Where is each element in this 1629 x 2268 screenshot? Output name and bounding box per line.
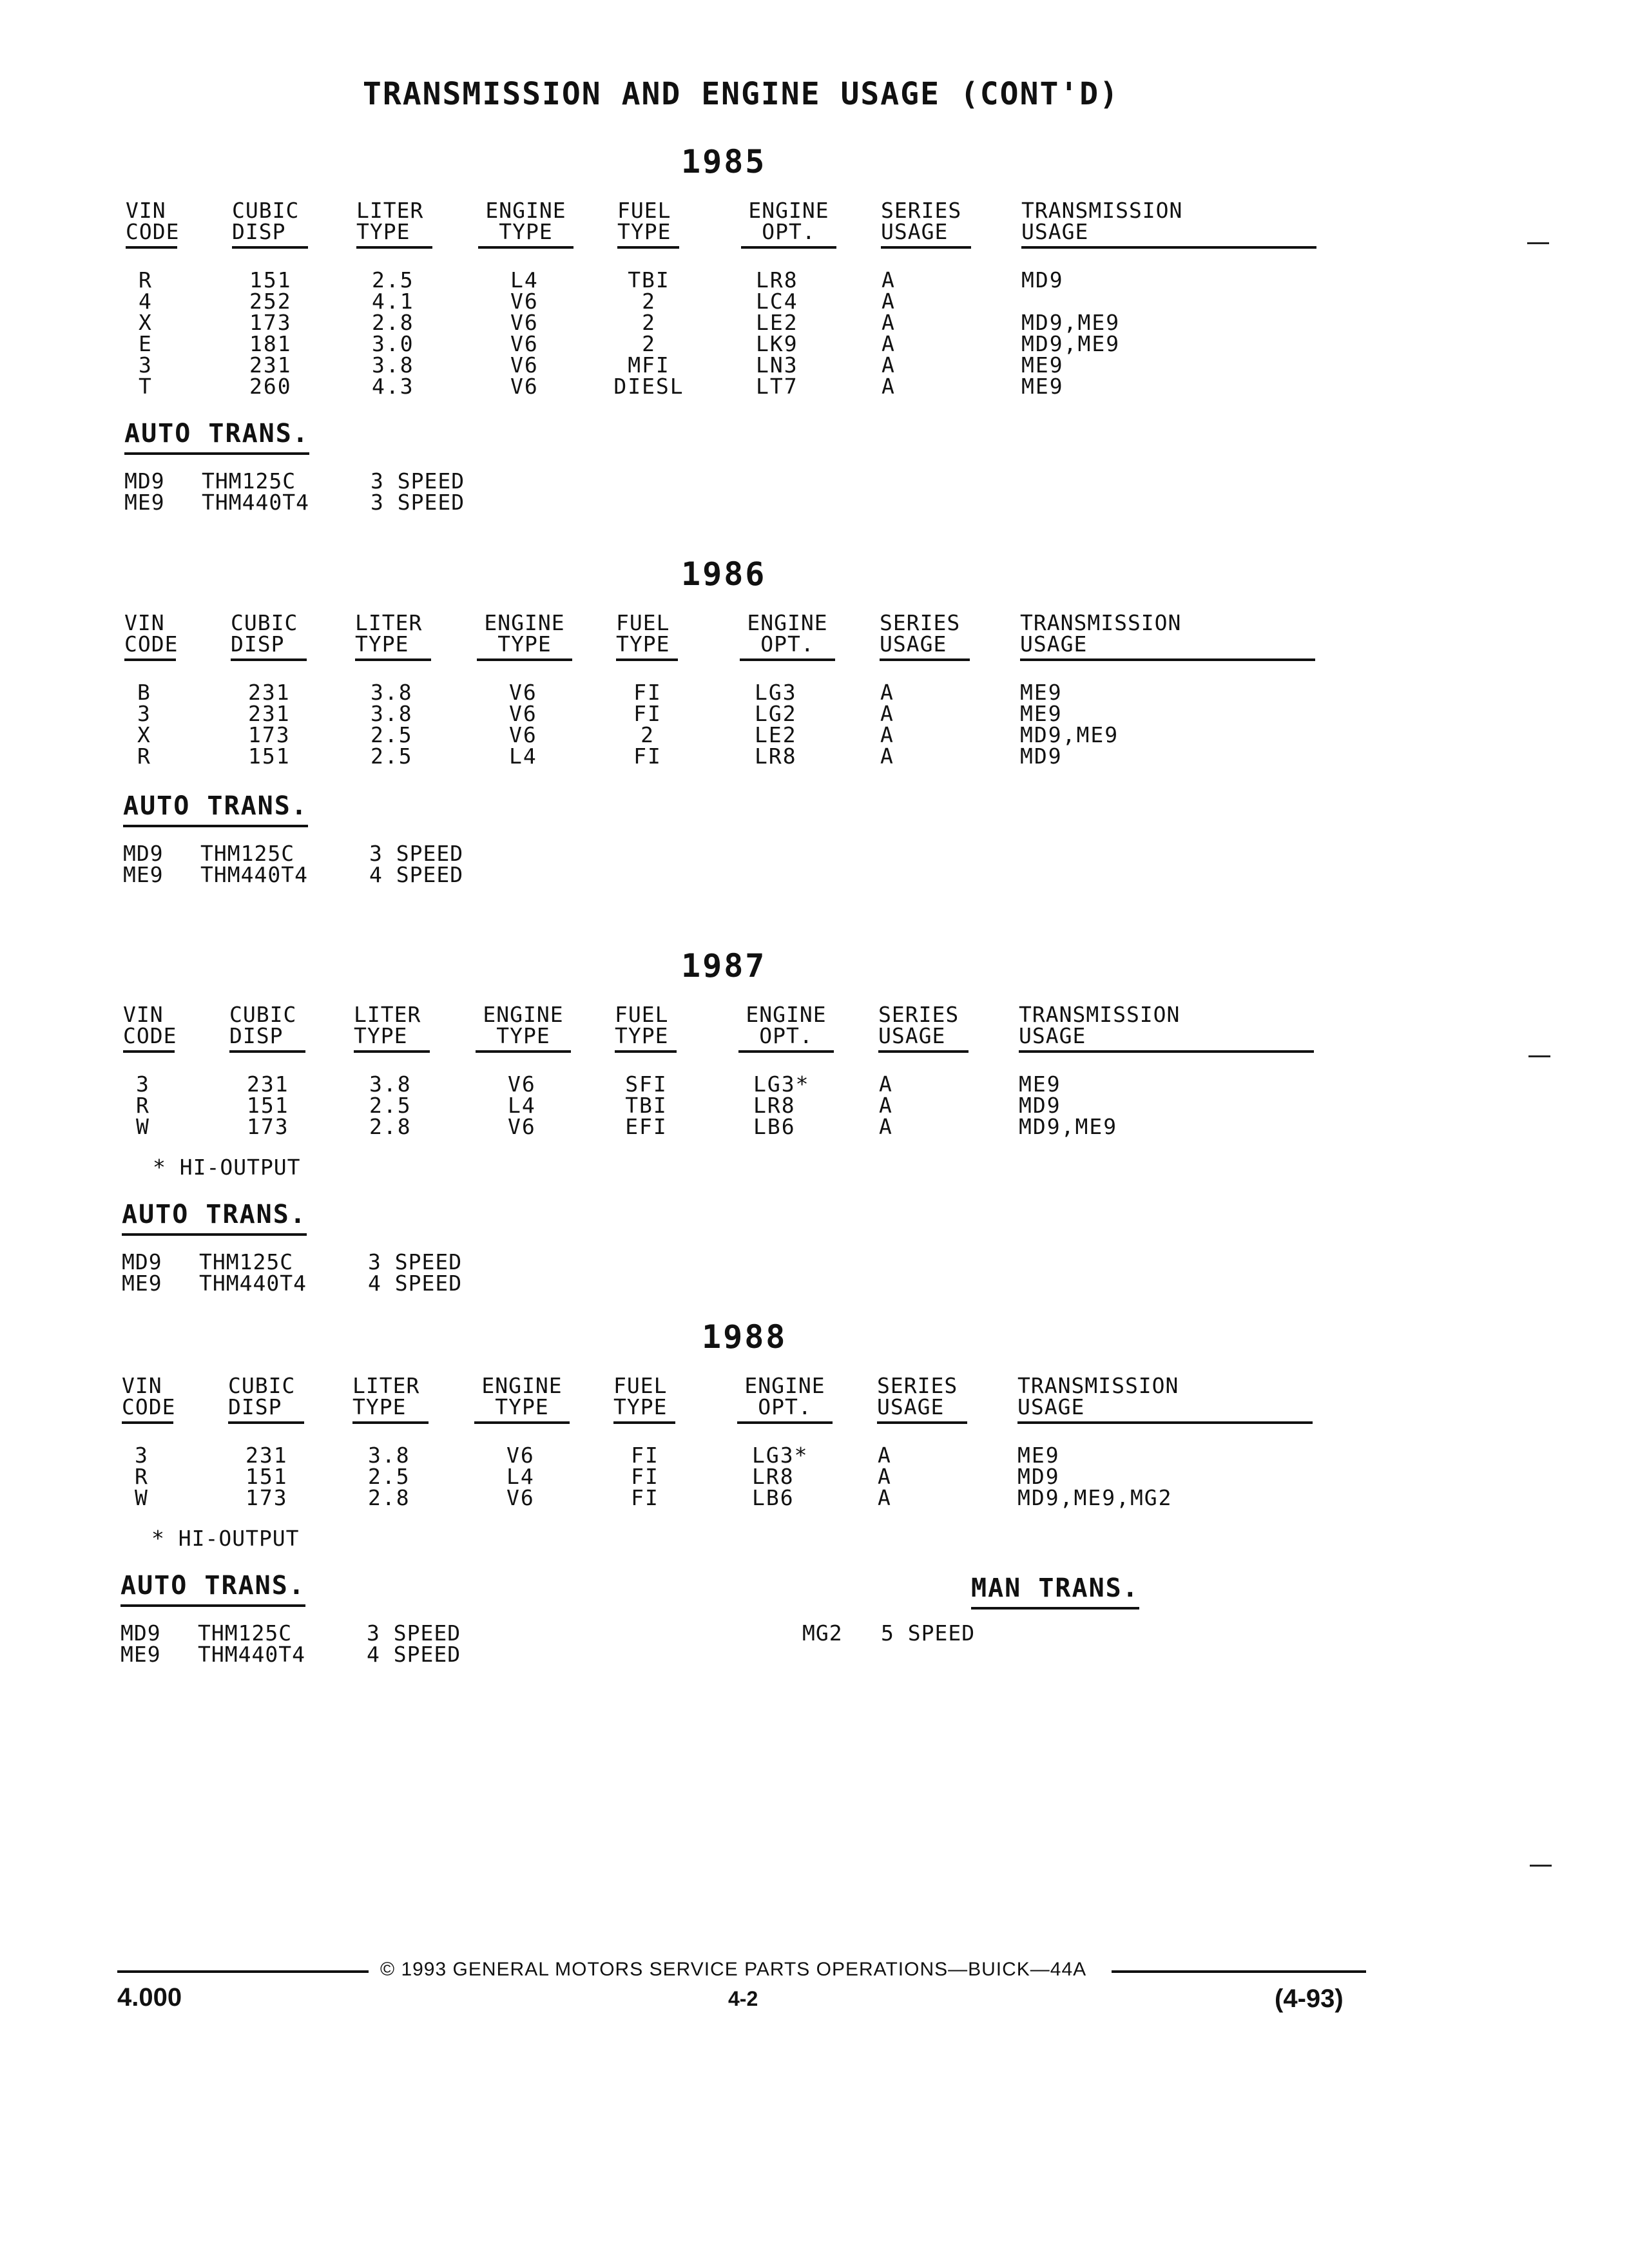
liter: 3.0 [372, 331, 414, 356]
series-usage: A [882, 267, 896, 293]
fuel-type: FI [633, 701, 662, 726]
engine-opt: LB6 [752, 1485, 795, 1510]
cubic-disp: 231 [246, 1443, 288, 1468]
cubic-disp: 173 [246, 1485, 288, 1510]
table-row [119, 1095, 1318, 1116]
footer-rule-left [117, 1970, 369, 1973]
engine-opt: LK9 [756, 331, 798, 356]
engine-type: L4 [506, 1464, 535, 1489]
col-header-engine-opt: ENGINE OPT. [738, 1004, 834, 1053]
col-header-engine-opt: ENGINE OPT. [741, 200, 836, 249]
section-number: 4.000 [117, 1983, 182, 2012]
transmission-usage: MD9,ME9,MG2 [1017, 1485, 1173, 1510]
cubic-disp: 173 [249, 310, 292, 335]
vin-code: T [139, 374, 153, 399]
transmission-usage: MD9 [1020, 744, 1063, 769]
col-header-engine-type: ENGINE TYPE [474, 1375, 570, 1424]
vin-code: E [139, 331, 153, 356]
vin-code: 3 [136, 1072, 150, 1097]
engine-opt: LR8 [753, 1093, 796, 1118]
trans-model: THM125C [202, 468, 296, 494]
trans-code: MD9 [122, 1249, 162, 1274]
vin-code: 4 [139, 289, 153, 314]
auto-trans-heading: AUTO TRANS. [122, 1200, 307, 1236]
col-header-vin-code: VIN CODE [122, 1375, 173, 1424]
hi-output-footnote: * HI-OUTPUT [153, 1155, 301, 1180]
cubic-disp: 231 [248, 680, 291, 705]
table-row [119, 1487, 1318, 1508]
vin-code: R [135, 1464, 149, 1489]
transmission-usage: ME9 [1019, 1072, 1061, 1097]
liter: 4.3 [372, 374, 414, 399]
engine-type: V6 [508, 1114, 536, 1139]
col-header-fuel-type: FUEL TYPE [617, 200, 679, 249]
col-header-series-usage: SERIES USAGE [880, 612, 970, 661]
cubic-disp: 151 [247, 1093, 289, 1118]
transmission-usage: MD9,ME9 [1021, 310, 1121, 335]
fuel-type: TBI [625, 1093, 668, 1118]
series-usage: A [878, 1443, 892, 1468]
series-usage: A [879, 1093, 893, 1118]
engine-opt: LE2 [755, 722, 797, 747]
auto-trans-heading: AUTO TRANS. [124, 419, 309, 455]
trans-speed: 3 SPEED [368, 1249, 463, 1274]
table-row [119, 1466, 1318, 1487]
fuel-type: DIESL [613, 374, 684, 399]
date-code: (4-93) [1275, 1984, 1344, 2013]
vin-code: X [139, 310, 153, 335]
trans-speed: 5 SPEED [881, 1620, 976, 1646]
section-1985 [119, 143, 1318, 543]
trans-code: ME9 [122, 1271, 162, 1296]
col-header-cubic-disp: CUBIC DISP [232, 200, 308, 249]
engine-type: V6 [509, 722, 537, 747]
col-header-series-usage: SERIES USAGE [877, 1375, 967, 1424]
col-header-vin-code: VIN CODE [123, 1004, 175, 1053]
series-usage: A [880, 722, 894, 747]
trans-speed: 4 SPEED [369, 862, 464, 887]
liter: 2.8 [372, 310, 414, 335]
fuel-type: 2 [641, 722, 655, 747]
table-row [119, 376, 1318, 397]
table-row [119, 312, 1318, 333]
liter: 2.5 [372, 267, 414, 293]
cubic-disp: 181 [249, 331, 292, 356]
col-header-fuel-type: FUEL TYPE [613, 1375, 675, 1424]
cubic-disp: 252 [249, 289, 292, 314]
trans-code: ME9 [120, 1642, 161, 1667]
engine-type: L4 [509, 744, 537, 769]
auto-trans-heading: AUTO TRANS. [123, 791, 308, 827]
table-row [119, 1445, 1318, 1466]
table-row [119, 333, 1318, 354]
transmission-usage: MD9,ME9 [1019, 1114, 1118, 1139]
fuel-type: 2 [642, 310, 656, 335]
vin-code: 3 [137, 701, 151, 726]
fuel-type: FI [631, 1443, 659, 1468]
auto-trans-heading: AUTO TRANS. [120, 1571, 305, 1607]
trans-model: THM440T4 [199, 1271, 307, 1296]
liter: 2.5 [371, 744, 413, 769]
transmission-usage: MD9 [1019, 1093, 1061, 1118]
fuel-type: MFI [628, 352, 670, 378]
engine-opt: LT7 [756, 374, 798, 399]
col-header-liter-type: LITER TYPE [352, 1375, 429, 1424]
copyright-notice: © 1993 GENERAL MOTORS SERVICE PARTS OPERATIONS—BUICK—44A [380, 1959, 1087, 1980]
col-header-transmission-usage: TRANSMISSION USAGE [1017, 1375, 1313, 1424]
trans-model: THM440T4 [200, 862, 308, 887]
col-header-engine-type: ENGINE TYPE [478, 200, 574, 249]
col-header-fuel-type: FUEL TYPE [616, 612, 678, 661]
engine-table-rows [119, 682, 1318, 767]
engine-opt: LR8 [752, 1464, 795, 1489]
cubic-disp: 231 [248, 701, 291, 726]
series-usage: A [880, 680, 894, 705]
trans-code: MD9 [120, 1620, 161, 1646]
trans-code: ME9 [123, 862, 164, 887]
table-row [119, 269, 1318, 291]
engine-type: V6 [509, 701, 537, 726]
trans-model: THM440T4 [198, 1642, 305, 1667]
series-usage: A [882, 310, 896, 335]
fuel-type: FI [631, 1464, 659, 1489]
engine-opt: LN3 [756, 352, 798, 378]
man-trans-heading: MAN TRANS. [971, 1573, 1139, 1610]
col-header-liter-type: LITER TYPE [355, 612, 431, 661]
liter: 3.8 [369, 1072, 412, 1097]
col-header-transmission-usage: TRANSMISSION USAGE [1020, 612, 1315, 661]
engine-type: L4 [508, 1093, 536, 1118]
fuel-type: EFI [625, 1114, 668, 1139]
transmission-usage: ME9 [1021, 374, 1064, 399]
table-row [119, 745, 1318, 767]
transmission-usage: MD9,ME9 [1021, 331, 1121, 356]
col-header-cubic-disp: CUBIC DISP [229, 1004, 305, 1053]
liter: 2.5 [369, 1093, 412, 1118]
engine-opt: LR8 [755, 744, 797, 769]
col-header-engine-type: ENGINE TYPE [476, 1004, 571, 1053]
transmission-usage: ME9 [1017, 1443, 1060, 1468]
col-header-cubic-disp: CUBIC DISP [228, 1375, 304, 1424]
trans-model: THM440T4 [202, 490, 309, 515]
engine-table-rows [119, 1073, 1318, 1137]
liter: 2.5 [371, 722, 413, 747]
series-usage: A [878, 1485, 892, 1510]
engine-type: L4 [510, 267, 539, 293]
col-header-transmission-usage: TRANSMISSION USAGE [1019, 1004, 1314, 1053]
transmission-usage: MD9 [1021, 267, 1064, 293]
trans-code: MG2 [802, 1620, 843, 1646]
engine-table-rows [119, 269, 1318, 397]
section-1987 [119, 947, 1318, 1347]
col-header-series-usage: SERIES USAGE [881, 200, 971, 249]
transmission-usage: ME9 [1020, 701, 1063, 726]
page-number: 4-2 [728, 1987, 758, 2010]
vin-code: W [136, 1114, 150, 1139]
col-header-transmission-usage: TRANSMISSION USAGE [1021, 200, 1316, 249]
trans-speed: 3 SPEED [371, 468, 465, 494]
engine-type: V6 [508, 1072, 536, 1097]
table-row [119, 1073, 1318, 1095]
col-header-fuel-type: FUEL TYPE [615, 1004, 677, 1053]
engine-table-rows [119, 1445, 1318, 1508]
fuel-type: FI [633, 680, 662, 705]
cubic-disp: 151 [246, 1464, 288, 1489]
trans-speed: 4 SPEED [368, 1271, 463, 1296]
trans-model: THM125C [200, 841, 295, 866]
engine-opt: LG2 [755, 701, 797, 726]
col-header-engine-opt: ENGINE OPT. [740, 612, 835, 661]
engine-opt: LG3* [753, 1072, 810, 1097]
table-row [119, 354, 1318, 376]
col-header-engine-type: ENGINE TYPE [477, 612, 572, 661]
table-row [119, 1116, 1318, 1137]
trans-model: THM125C [199, 1249, 294, 1274]
vin-code: R [137, 744, 151, 769]
transmission-usage: MD9 [1017, 1464, 1060, 1489]
col-header-engine-opt: ENGINE OPT. [737, 1375, 833, 1424]
trans-speed: 3 SPEED [367, 1620, 461, 1646]
engine-opt: LE2 [756, 310, 798, 335]
footer-rule-right [1112, 1970, 1366, 1973]
series-usage: A [879, 1114, 893, 1139]
year-heading: 1988 [702, 1318, 787, 1356]
trans-code: ME9 [124, 490, 165, 515]
liter: 4.1 [372, 289, 414, 314]
series-usage: A [882, 374, 896, 399]
table-row [119, 682, 1318, 703]
transmission-usage: MD9,ME9 [1020, 722, 1119, 747]
trans-code: MD9 [123, 841, 164, 866]
cubic-disp: 231 [247, 1072, 289, 1097]
engine-opt: LR8 [756, 267, 798, 293]
fuel-type: SFI [625, 1072, 668, 1097]
engine-type: V6 [510, 310, 539, 335]
vin-code: X [137, 722, 151, 747]
series-usage: A [878, 1464, 892, 1489]
year-heading: 1985 [681, 143, 767, 180]
series-usage: A [879, 1072, 893, 1097]
margin-tick [1527, 242, 1549, 244]
year-heading: 1986 [681, 555, 767, 593]
engine-type: V6 [510, 352, 539, 378]
liter: 3.8 [371, 701, 413, 726]
fuel-type: FI [633, 744, 662, 769]
hi-output-footnote: * HI-OUTPUT [151, 1526, 300, 1551]
col-header-liter-type: LITER TYPE [356, 200, 432, 249]
section-1988 [119, 1318, 1318, 1718]
cubic-disp: 173 [248, 722, 291, 747]
liter: 3.8 [372, 352, 414, 378]
col-header-series-usage: SERIES USAGE [878, 1004, 969, 1053]
engine-opt: LC4 [756, 289, 798, 314]
fuel-type: FI [631, 1485, 659, 1510]
table-row [119, 703, 1318, 724]
col-header-vin-code: VIN CODE [124, 612, 176, 661]
cubic-disp: 151 [249, 267, 292, 293]
cubic-disp: 231 [249, 352, 292, 378]
liter: 3.8 [371, 680, 413, 705]
series-usage: A [882, 331, 896, 356]
cubic-disp: 260 [249, 374, 292, 399]
vin-code: W [135, 1485, 149, 1510]
liter: 3.8 [368, 1443, 410, 1468]
fuel-type: TBI [628, 267, 670, 293]
engine-type: V6 [510, 374, 539, 399]
year-heading: 1987 [681, 947, 767, 985]
transmission-usage: ME9 [1020, 680, 1063, 705]
section-1986 [119, 555, 1318, 955]
engine-type: V6 [506, 1443, 535, 1468]
engine-type: V6 [509, 680, 537, 705]
series-usage: A [880, 744, 894, 769]
margin-tick [1530, 1865, 1552, 1867]
engine-type: V6 [510, 289, 539, 314]
col-header-liter-type: LITER TYPE [354, 1004, 430, 1053]
trans-speed: 3 SPEED [371, 490, 465, 515]
transmission-usage: ME9 [1021, 352, 1064, 378]
vin-code: R [136, 1093, 150, 1118]
trans-speed: 3 SPEED [369, 841, 464, 866]
cubic-disp: 151 [248, 744, 291, 769]
page-title: TRANSMISSION AND ENGINE USAGE (CONT'D) [362, 76, 1120, 112]
engine-type: V6 [510, 331, 539, 356]
engine-opt: LG3* [752, 1443, 809, 1468]
liter: 2.8 [369, 1114, 412, 1139]
col-header-vin-code: VIN CODE [126, 200, 177, 249]
trans-speed: 4 SPEED [367, 1642, 461, 1667]
vin-code: 3 [135, 1443, 149, 1468]
fuel-type: 2 [642, 289, 656, 314]
vin-code: R [139, 267, 153, 293]
col-header-cubic-disp: CUBIC DISP [231, 612, 307, 661]
engine-type: V6 [506, 1485, 535, 1510]
engine-opt: LB6 [753, 1114, 796, 1139]
liter: 2.5 [368, 1464, 410, 1489]
margin-tick [1528, 1055, 1550, 1057]
cubic-disp: 173 [247, 1114, 289, 1139]
series-usage: A [882, 352, 896, 378]
series-usage: A [880, 701, 894, 726]
table-row [119, 724, 1318, 745]
engine-opt: LG3 [755, 680, 797, 705]
series-usage: A [882, 289, 896, 314]
liter: 2.8 [368, 1485, 410, 1510]
table-row [119, 291, 1318, 312]
trans-code: MD9 [124, 468, 165, 494]
vin-code: 3 [139, 352, 153, 378]
vin-code: B [137, 680, 151, 705]
fuel-type: 2 [642, 331, 656, 356]
trans-model: THM125C [198, 1620, 293, 1646]
